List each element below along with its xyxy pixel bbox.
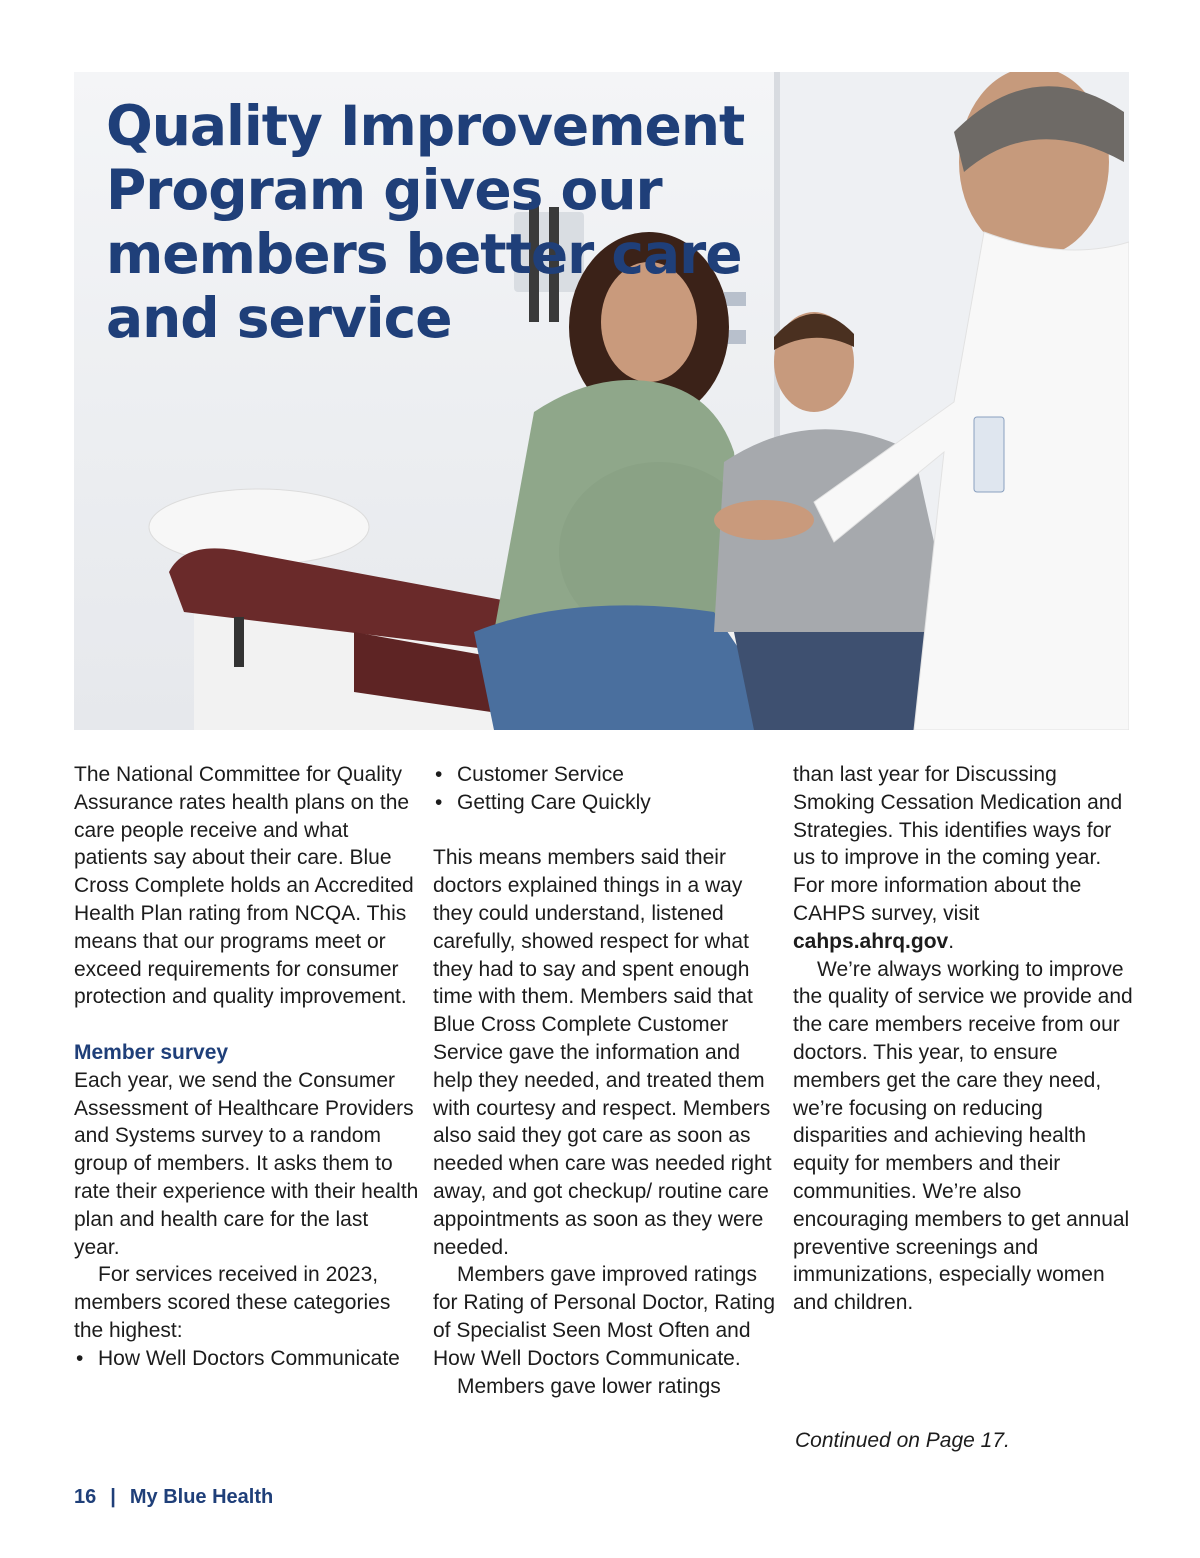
hero-photo — [74, 72, 1129, 730]
link-period: . — [948, 929, 955, 953]
article-title: Quality Improvement Program gives our members better care and service — [106, 94, 745, 350]
list-item: • Getting Care Quickly — [433, 789, 778, 817]
scored-paragraph: For services received in 2023, members scored these categories the highest: — [74, 1263, 391, 1342]
survey-paragraph: Each year, we send the Consumer Assessment of Healthcare Providers and Systems survey to a random group of members. It asks them to rate their experience with their health plan and health care for the last year. — [74, 1068, 419, 1259]
publication-name: My Blue Health — [129, 1486, 274, 1508]
page-footer — [74, 1486, 273, 1509]
column-3 — [793, 761, 1138, 1317]
footer-separator: | — [110, 1486, 116, 1508]
continued-note: Continued on Page 17. — [795, 1429, 1010, 1452]
member-survey-heading: Member survey — [74, 1040, 229, 1064]
cahps-link[interactable]: cahps.ahrq.gov — [793, 929, 949, 953]
page-number: 16 — [74, 1486, 97, 1508]
working-paragraph: We’re always working to improve the quality of service we provide and the care members receive from our doctors. This year, to ensure members get the care they need, we’re focusing on reducing disparities and achieving health equity for members and their communities. We’re also encouraging members to get annual preventive screenings and immunizations, especially women and children. — [793, 957, 1133, 1315]
lower-ratings-paragraph: Members gave lower ratings — [457, 1374, 721, 1398]
lower-ratings-text: than last year for Discussing Smoking Cessation Medication and Strategies. This identifies ways for us to improve in the coming year. For more information about the CAHPS survey, visit — [793, 763, 1123, 925]
highest-categories-list-continued — [433, 761, 778, 817]
improved-ratings-paragraph: Members gave improved ratings for Rating of Personal Doctor, Rating of Specialist Seen Most Often and How Well Doctors Communicate. — [433, 1263, 776, 1370]
highest-categories-list — [74, 1345, 419, 1373]
list-item: • Customer Service — [433, 761, 778, 789]
lower-ratings-continued-paragraph — [793, 761, 1138, 956]
means-paragraph: This means members said their doctors explained things in a way they could understand, listened carefully, showed respect for what they had to say and spent enough time with them. Members said that Blue Cross Complete Customer Service gave the information and help they needed, and treated them with courtesy and respect. Members also said they got care as soon as needed when care was needed right away, and got checkup/ routine care appointments as soon as they were needed. — [433, 846, 772, 1259]
column-1 — [74, 761, 419, 1373]
column-2 — [433, 761, 778, 1400]
list-item: • How Well Doctors Communicate — [74, 1345, 419, 1373]
intro-paragraph: The National Committee for Quality Assurance rates health plans on the care people receive and what patients say about their care. Blue Cross Complete holds an Accredited Health Plan rating from NCQA. This means that our programs meet or exceed requirements for consumer protection and quality improvement. — [74, 763, 414, 1009]
